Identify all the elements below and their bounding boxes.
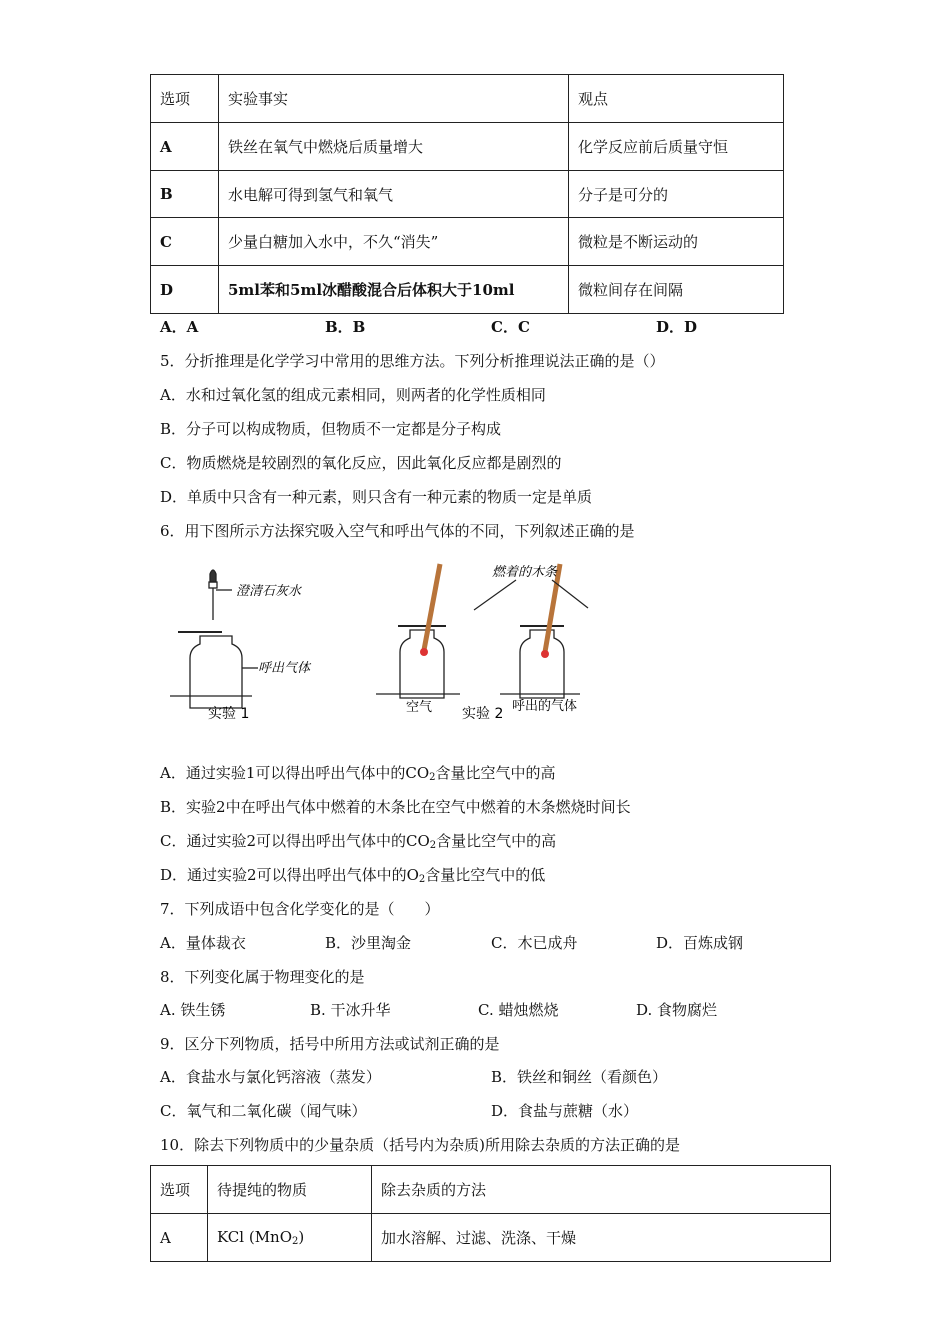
q5-option-a[interactable]: A．水和过氧化氢的组成元素相同，则两者的化学性质相同	[160, 386, 546, 404]
table-row	[151, 123, 784, 171]
q9-option-b[interactable]: B．铁丝和铜丝（看颜色）	[491, 1068, 668, 1086]
q7-option-a[interactable]: A．量体裁衣	[160, 934, 246, 952]
q6-option-a[interactable]: A．通过实验1可以得出呼出气体中的$CO_2$含量比空气中的高	[160, 764, 556, 783]
table-row	[151, 1214, 831, 1262]
header-option: 选项	[151, 1166, 208, 1214]
label-experiment2: 实验 2	[462, 706, 504, 722]
q7-stem: 7．下列成语中包含化学变化的是（ ）	[160, 900, 440, 918]
q7-option-b[interactable]: B．沙里淘金	[325, 934, 412, 952]
row-option: B	[151, 171, 219, 218]
label-exhaled-gas-2: 呼出的气体	[512, 699, 578, 714]
row-view: 微粒间存在间隔	[569, 266, 784, 314]
experiment2-exhaled-bottle	[500, 626, 580, 698]
label-limewater: 澄清石灰水	[236, 584, 302, 599]
label-air: 空气	[406, 700, 433, 715]
row-option: A	[151, 123, 219, 171]
q4-option-a[interactable]: A．A	[160, 318, 199, 336]
row-view: 化学反应前后质量守恒	[569, 123, 784, 171]
row-method: 加水溶解、过滤、洗涤、干燥	[372, 1214, 831, 1262]
label-burning-stick: 燃着的木条	[492, 565, 558, 580]
q5-option-c[interactable]: C．物质燃烧是较剧烈的氧化反应，因此氧化反应都是剧烈的	[160, 454, 562, 472]
row-option: D	[151, 266, 219, 314]
q5-stem: 5．分折推理是化学学习中常用的思维方法。下列分析推理说法正确的是（）	[160, 352, 665, 370]
row-fact: 铁丝在氧气中燃烧后质量增大	[219, 123, 569, 171]
q9-option-c[interactable]: C．氧气和二氧化碳（闻气味）	[160, 1102, 367, 1120]
q8-option-a[interactable]: A. 铁生锈	[160, 1001, 226, 1019]
q10-stem: 10．除去下列物质中的少量杂质（括号内为杂质)所用除去杂质的方法正确的是	[160, 1136, 680, 1154]
row-fact: 水电解可得到氢气和氧气	[219, 171, 569, 218]
table-row	[151, 171, 784, 218]
q4-table	[150, 74, 784, 314]
q4-table-header	[151, 75, 784, 123]
row-option: A	[151, 1214, 208, 1262]
header-view: 观点	[569, 75, 784, 123]
header-fact: 实验事实	[219, 75, 569, 123]
q7-option-d[interactable]: D．百炼成钢	[656, 934, 744, 952]
q4-option-b[interactable]: B．B	[325, 318, 366, 336]
table-row	[151, 218, 784, 266]
header-option: 选项	[151, 75, 219, 123]
label-exhaled-gas: 呼出气体	[258, 661, 311, 676]
q9-stem: 9．区分下列物质，括号中所用方法或试剂正确的是	[160, 1035, 500, 1053]
q6-stem: 6．用下图所示方法探究吸入空气和呼出气体的不同，下列叙述正确的是	[160, 522, 635, 540]
row-option: C	[151, 218, 219, 266]
q5-option-b[interactable]: B．分子可以构成物质，但物质不一定都是分子构成	[160, 420, 502, 438]
q6-option-d[interactable]: D．通过实验2可以得出呼出气体中的$O_2$含量比空气中的低	[160, 866, 546, 885]
q4-option-c[interactable]: C．C	[491, 318, 530, 336]
q4-option-d[interactable]: D．D	[656, 318, 698, 336]
q5-option-d[interactable]: D．单质中只含有一种元素，则只含有一种元素的物质一定是单质	[160, 488, 593, 506]
q10-table-header	[151, 1166, 831, 1214]
q9-option-a[interactable]: A．食盐水与氯化钙溶液（蒸发）	[160, 1068, 381, 1086]
flame-exhaled	[541, 650, 549, 658]
experiment2-air-bottle	[376, 626, 460, 698]
header-substance: 待提纯的物质	[208, 1166, 372, 1214]
q6-option-b[interactable]: B．实验2中在呼出气体中燃着的木条比在空气中燃着的木条燃烧时间长	[160, 798, 631, 816]
table-row	[151, 266, 784, 314]
q8-option-c[interactable]: C. 蜡烛燃烧	[478, 1001, 559, 1019]
q9-option-d[interactable]: D．食盐与蔗糖（水）	[491, 1102, 639, 1120]
header-method: 除去杂质的方法	[372, 1166, 831, 1214]
q6-experiment-figure	[160, 560, 620, 730]
wood-stick-air	[424, 564, 440, 650]
label-experiment1: 实验 1	[208, 706, 250, 722]
row-fact: 5ml苯和5ml冰醋酸混合后体积大于10ml	[219, 266, 569, 314]
q8-option-b[interactable]: B. 干冰升华	[310, 1001, 391, 1019]
flame-air	[420, 648, 428, 656]
q8-stem: 8．下列变化属于物理变化的是	[160, 968, 365, 986]
q7-option-c[interactable]: C．木已成舟	[491, 934, 578, 952]
q8-option-d[interactable]: D. 食物腐烂	[636, 1001, 718, 1019]
q6-option-c[interactable]: C．通过实验2可以得出呼出气体中的$CO_2$含量比空气中的高	[160, 832, 557, 851]
row-fact: 少量白糖加入水中，不久“消失”	[219, 218, 569, 266]
row-view: 分子是可分的	[569, 171, 784, 218]
row-substance: KCl (MnO$_2$)	[208, 1214, 372, 1262]
q10-table	[150, 1165, 831, 1262]
row-view: 微粒是不断运动的	[569, 218, 784, 266]
